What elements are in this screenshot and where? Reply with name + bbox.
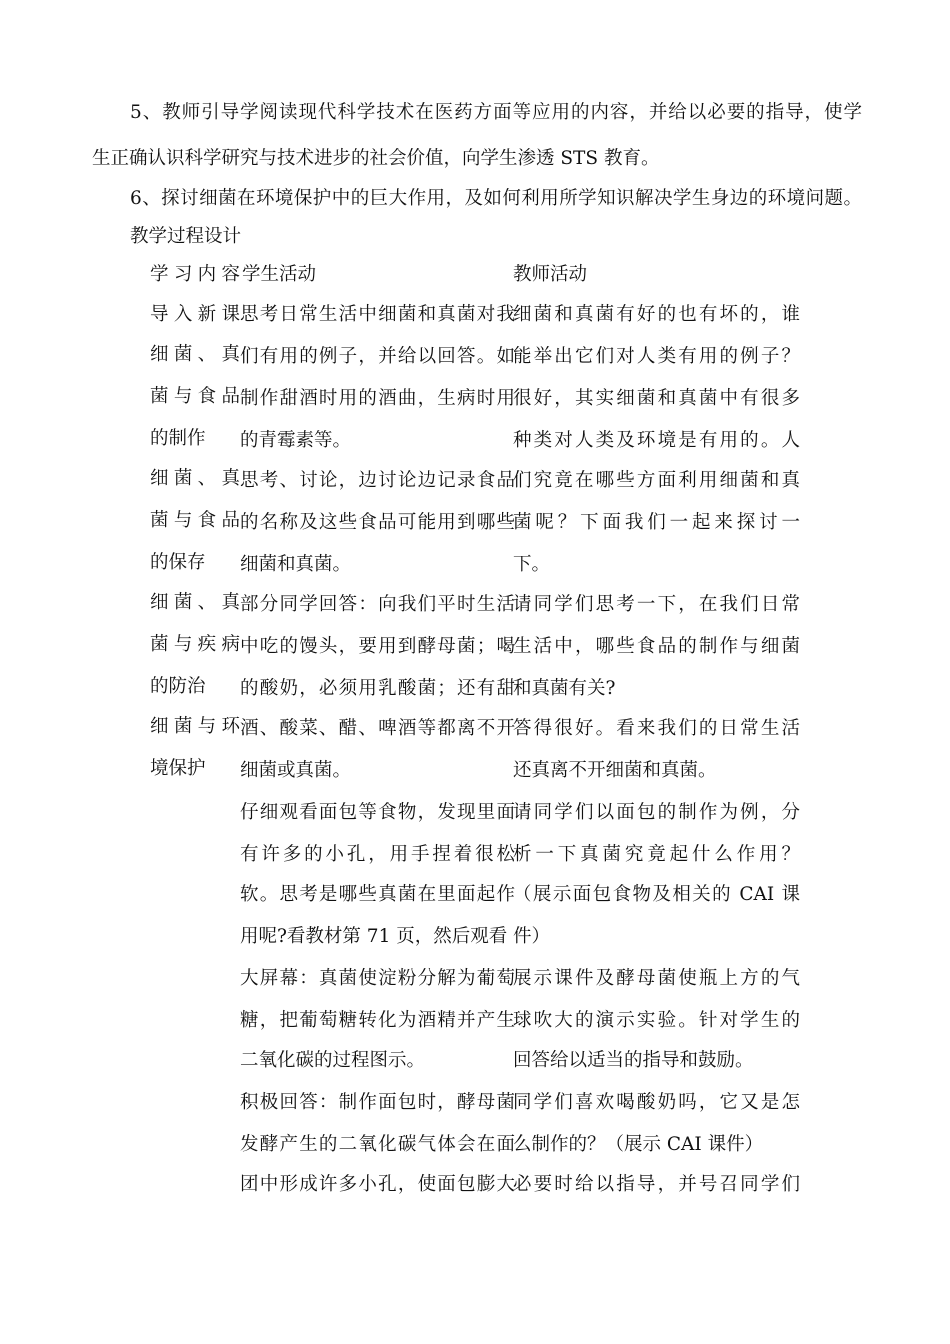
- student-line: 们有用的例子，并给以回答。如: [240, 346, 515, 367]
- teacher-line: 析一下真菌究竟起什么作用？: [513, 844, 800, 865]
- teacher-line: 和真菌有关?: [513, 678, 616, 699]
- teacher-line: 请同学们思考一下，在我们日常: [513, 594, 800, 615]
- header-teacher-activity: 教师活动: [513, 264, 588, 285]
- student-line: 积极回答：制作面包时，酵母菌: [240, 1092, 515, 1113]
- teacher-line: 球吹大的演示实验。针对学生的: [513, 1010, 800, 1031]
- teacher-line: 件）: [513, 926, 551, 947]
- student-line: 仔细观看面包等食物，发现里面: [240, 802, 515, 823]
- teacher-line: 们究竟在哪些方面利用细菌和真: [513, 470, 800, 491]
- content-line: 菌与疾病: [150, 634, 240, 655]
- teacher-line: 回答给以适当的指导和鼓励。: [513, 1050, 754, 1071]
- content-line: 菌与食品: [150, 510, 240, 531]
- teacher-line: 种类对人类及环境是有用的。人: [513, 430, 800, 451]
- content-line: 细菌与环: [150, 716, 240, 737]
- student-line: 细菌或真菌。: [240, 760, 352, 781]
- paragraph-6: 6、探讨细菌在环境保护中的巨大作用，及如何利用所学知识解决学生身边的环境问题。: [130, 188, 862, 209]
- student-line: 有许多的小孔，用手捏着很松: [240, 844, 515, 865]
- teacher-line: 能举出它们对人类有用的例子？: [513, 346, 800, 367]
- student-line: 思考日常生活中细菌和真菌对我: [240, 304, 515, 325]
- student-line: 用呢?看教材第 71 页，然后观看: [240, 926, 508, 947]
- student-line: 中吃的馒头，要用到酵母菌；喝: [240, 636, 515, 657]
- student-line: 酒、酸菜、醋、啤酒等都离不开: [240, 718, 515, 739]
- student-line: 细菌和真菌。: [240, 554, 352, 575]
- header-student-activity: 学生活动: [242, 264, 317, 285]
- student-line: 的酸奶，必须用乳酸菌；还有甜: [240, 678, 515, 699]
- student-line: 糖，把葡萄糖转化为酒精并产生: [240, 1010, 515, 1031]
- teacher-line: 很好，其实细菌和真菌中有很多: [513, 388, 800, 409]
- content-line: 细菌、真: [150, 344, 240, 365]
- teacher-line: 展示课件及酵母菌使瓶上方的气: [513, 968, 800, 989]
- header-learning-content: 学习内容: [150, 264, 240, 285]
- teacher-line: 还真离不开细菌和真菌。: [513, 760, 717, 781]
- student-line: 软。思考是哪些真菌在里面起作: [240, 884, 515, 905]
- content-line: 境保护: [150, 758, 206, 779]
- content-line: 的防治: [150, 676, 206, 697]
- content-line: 细菌、真: [150, 592, 240, 613]
- content-line: 导入新课: [150, 304, 240, 325]
- section-title: 教学过程设计: [130, 226, 242, 247]
- student-line: 团中形成许多小孔，使面包膨大: [240, 1174, 515, 1195]
- student-line: 部分同学回答：向我们平时生活: [240, 594, 515, 615]
- student-line: 大屏幕：真菌使淀粉分解为葡萄: [240, 968, 515, 989]
- teacher-line: 同学们喜欢喝酸奶吗，它又是怎: [513, 1092, 800, 1113]
- paragraph-5-line-1: 5、教师引导学阅读现代科学技术在医药方面等应用的内容，并给以必要的指导，使学: [130, 102, 862, 123]
- student-line: 的名称及这些食品可能用到哪些: [240, 512, 515, 533]
- student-line: 二氧化碳的过程图示。: [240, 1050, 426, 1071]
- teacher-line: 请同学们以面包的制作为例，分: [513, 802, 800, 823]
- student-line: 发酵产生的二氧化碳气体会在面: [240, 1134, 515, 1155]
- teacher-line: 下。: [513, 554, 551, 575]
- student-line: 的青霉素等。: [240, 430, 352, 451]
- teacher-line: 菌呢？下面我们一起来探讨一: [513, 512, 800, 533]
- teacher-line: 生活中，哪些食品的制作与细菌: [513, 636, 800, 657]
- paragraph-5-line-2: 生正确认识科学研究与技术进步的社会价值，向学生渗透 STS 教育。: [92, 148, 660, 169]
- content-line: 的制作: [150, 428, 206, 449]
- teacher-line: （展示面包食物及相关的 CAI 课: [513, 884, 800, 905]
- student-line: 制作甜酒时用的酒曲，生病时用: [240, 388, 515, 409]
- teacher-line: 答得很好。看来我们的日常生活: [513, 718, 800, 739]
- teacher-line: 么制作的？（展示 CAI 课件）: [513, 1134, 764, 1155]
- content-line: 细菌、真: [150, 468, 240, 489]
- teacher-line: 必要时给以指导，并号召同学们: [513, 1174, 800, 1195]
- teacher-line: 细菌和真菌有好的也有坏的，谁: [513, 304, 800, 325]
- content-line: 的保存: [150, 552, 206, 573]
- student-line: 思考、讨论，边讨论边记录食品: [240, 470, 515, 491]
- content-line: 菌与食品: [150, 386, 240, 407]
